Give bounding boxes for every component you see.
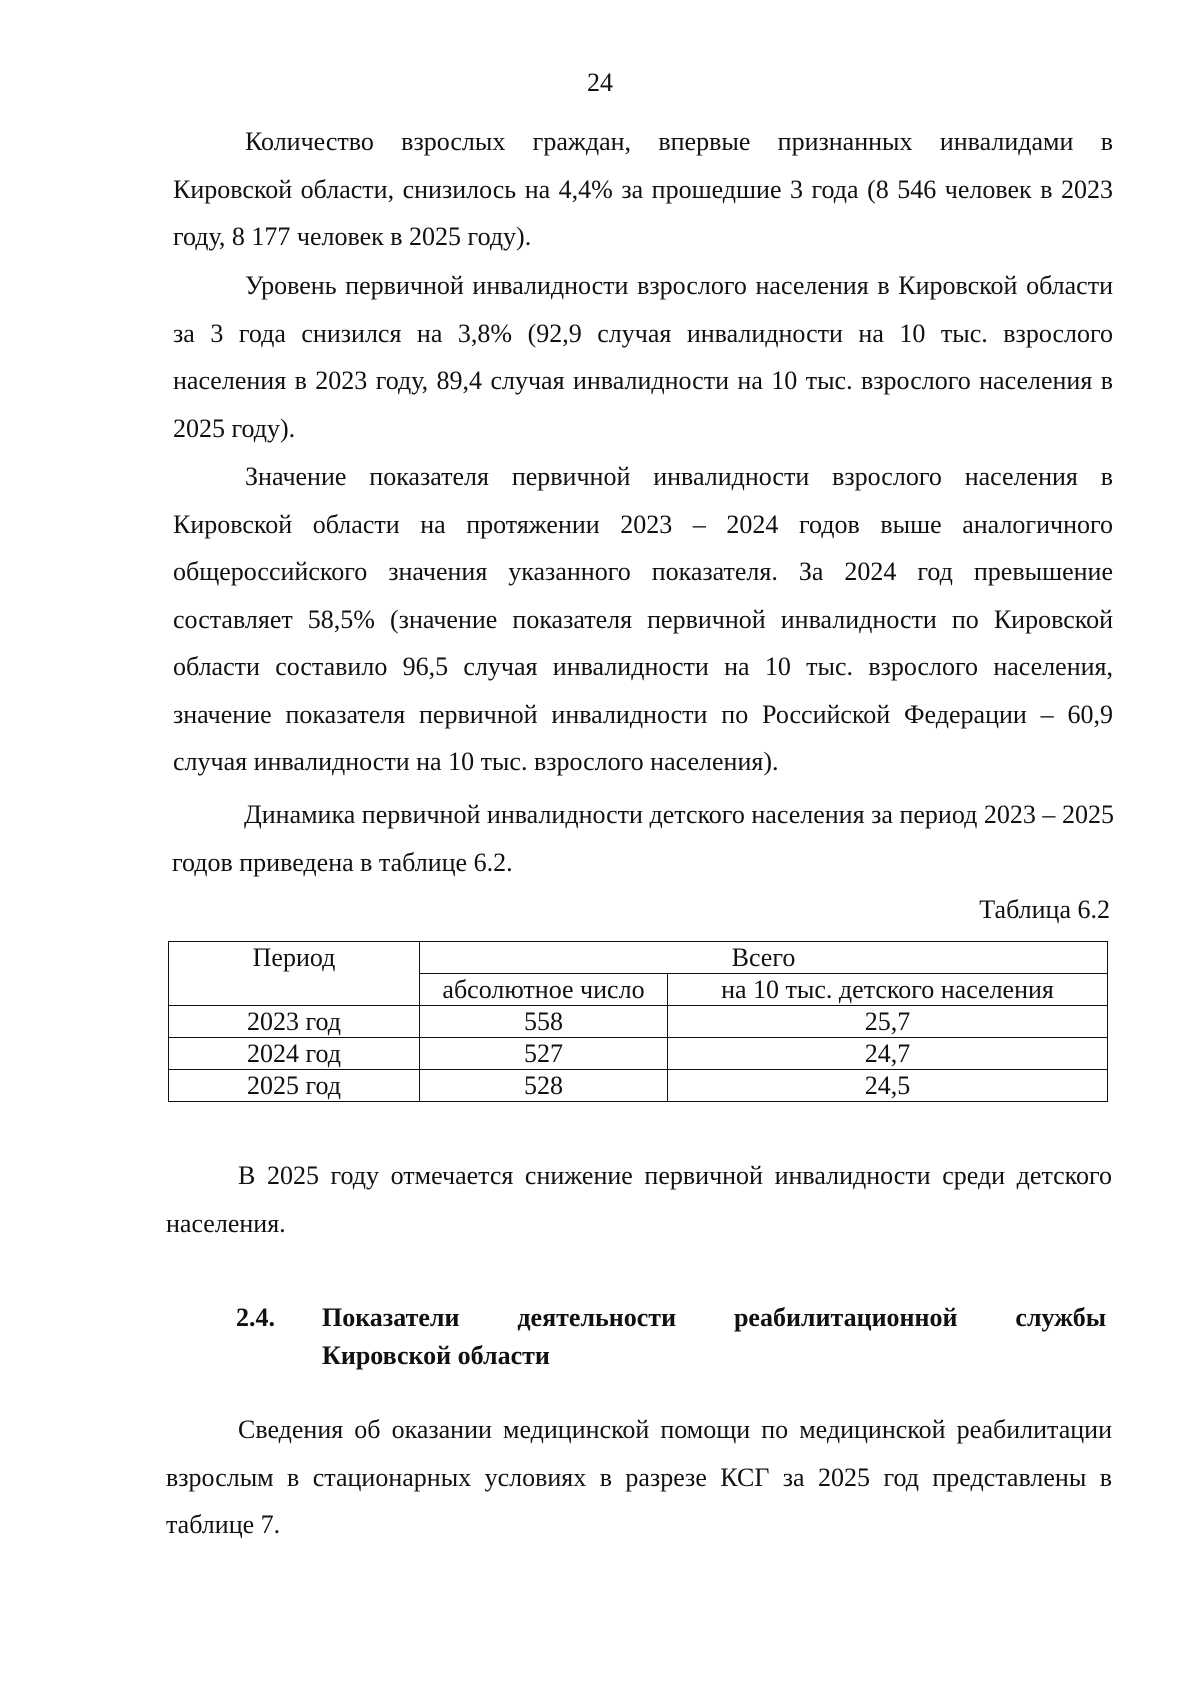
cell-period: 2025 год <box>169 1070 420 1102</box>
cell-period: 2023 год <box>169 1006 420 1038</box>
table-row <box>169 1006 1108 1038</box>
cell-absolute: 527 <box>420 1038 668 1070</box>
header-period: Период <box>169 942 420 1006</box>
cell-per-10k: 24,5 <box>668 1070 1108 1102</box>
paragraph-rehabilitation-intro: Сведения об оказании медицинской помощи по медицинской реабилитации взрослым в стационарных условиях в разрезе КСГ за 2025 год представлены в таблице 7. <box>166 1415 1112 1539</box>
cell-per-10k: 25,7 <box>668 1006 1108 1038</box>
child-disability-table <box>168 941 1108 1102</box>
cell-per-10k: 24,7 <box>668 1038 1108 1070</box>
cell-absolute: 558 <box>420 1006 668 1038</box>
table-row <box>169 1070 1108 1102</box>
paragraph-child-dynamics-intro: Динамика первичной инвалидности детского населения за период 2023 – 2025 годов приведена в таблице 6.2. <box>172 800 1114 877</box>
cell-period: 2024 год <box>169 1038 420 1070</box>
header-total: Всего <box>420 942 1108 974</box>
page-number: 24 <box>587 68 613 97</box>
paragraph-child-decrease: В 2025 году отмечается снижение первичной инвалидности среди детского населения. <box>166 1161 1112 1238</box>
paragraph-adult-disability-level: Уровень первичной инвалидности взрослого населения в Кировской области за 3 года снизился на 3,8% (92,9 случая инвалидности на 10 тыс. взрослого населения в 2023 году, 89,4 случая инвалидности на 10 тыс. взрослого населения в 2025 году). <box>173 271 1113 443</box>
section-title-line1: Показатели деятельности реабилитационной службы <box>322 1303 1106 1332</box>
table-caption: Таблица 6.2 <box>979 895 1110 924</box>
section-title <box>322 1299 1106 1375</box>
table-header-row <box>169 942 1108 974</box>
cell-absolute: 528 <box>420 1070 668 1102</box>
table-row <box>169 1038 1108 1070</box>
header-per-10k: на 10 тыс. детского населения <box>668 974 1108 1006</box>
section-number: 2.4. <box>236 1303 275 1332</box>
paragraph-adult-disability-count: Количество взрослых граждан, впервые признанных инвалидами в Кировской области, снизилось на 4,4% за прошедшие 3 года (8 546 человек в 2023 году, 8 177 человек в 2025 году). <box>173 127 1113 251</box>
paragraph-indicator-comparison: Значение показателя первичной инвалидности взрослого населения в Кировской области на протяжении 2023 – 2024 годов выше аналогичного общероссийского значения указанного показателя. За 2024 год превышение составляет 58,5% (значение показателя первичной инвалидности по Кировской области составило 96,5 случая инвалидности на 10 тыс. взрослого населения, значение показателя первичной инвалидности по Российской Федерации – 60,9 случая инвалидности на 10 тыс. взрослого населения). <box>173 462 1113 776</box>
section-title-line2: Кировской области <box>322 1341 550 1370</box>
header-absolute: абсолютное число <box>420 974 668 1006</box>
